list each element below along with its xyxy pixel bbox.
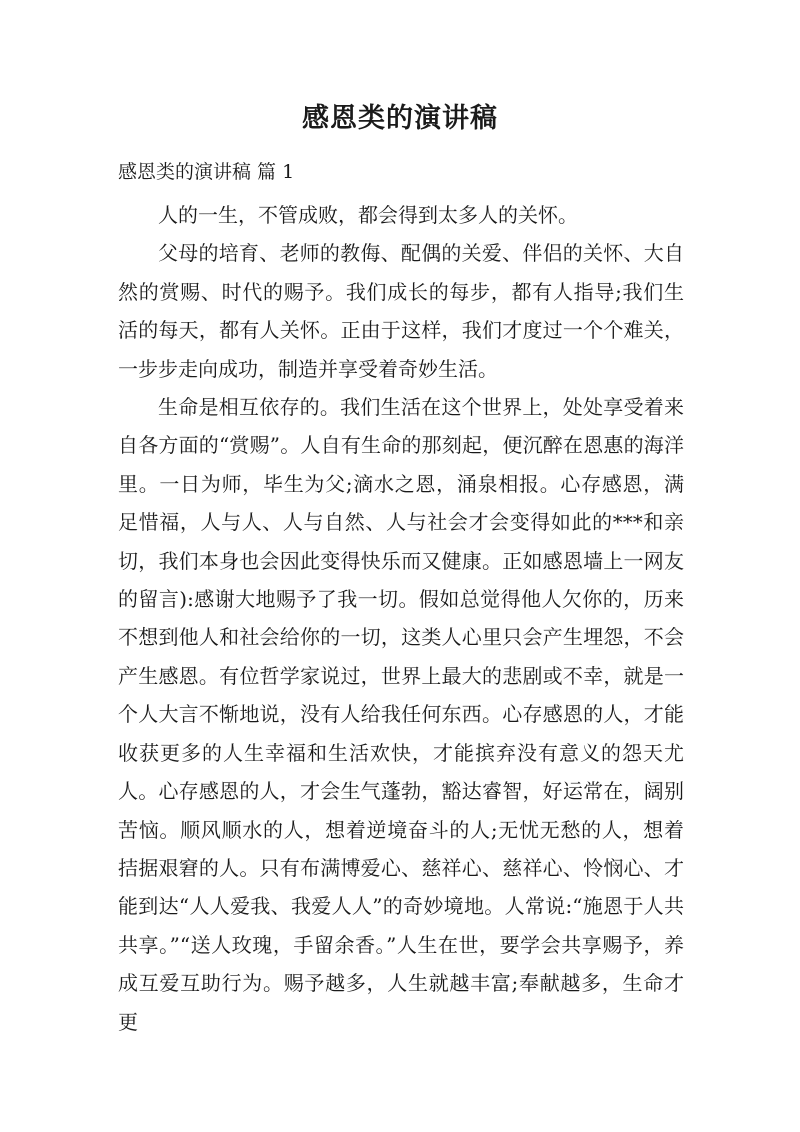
document-title: 感恩类的演讲稿 [302,103,498,134]
paragraph: 人的一生，不管成败，都会得到太多人的关怀。 [158,203,578,227]
paragraph: 父母的培育、老师的教侮、配偶的关爱、伴侣的关怀、大自然的赏赐、时代的赐予。我们成长的每步，都有人指导;我们生活的每天，都有人关怀。正由于这样，我们才度过一个个难关，一步步走向成功，制造并享受着奇妙生活。 [118,241,684,381]
document-body [118,196,684,1041]
section-heading: 感恩类的演讲稿 篇 1 [118,161,295,183]
paragraph: 生命是相互依存的。我们生活在这个世界上，处处享受着来自各方面的“赏赐”。人自有生命的那刻起，便沉醉在恩惠的海洋里。一日为师，毕生为父;滴水之恩，涌泉相报。心存感恩，满足惜福，人与人、人与自然、人与社会才会变得如此的***和亲切，我们本身也会因此变得快乐而又健康。正如感恩墙上一网友的留言):感谢大地赐予了我一切。假如总觉得他人欠你的，历来不想到他人和社会给你的一切，这类人心里只会产生埋怨，不会产生感恩。有位哲学家说过，世界上最大的悲剧或不幸，就是一个人大言不惭地说，没有人给我任何东西。心存感恩的人，才能收获更多的人生幸福和生活欢快，才能摈弃没有意义的怨天尤人。心存感恩的人，才会生气蓬勃，豁达睿智，好运常在，阔别苦恼。顺风顺水的人，想着逆境奋斗的人;无忧无愁的人，想着拮据艰窘的人。只有布满博爱心、慈祥心、慈祥心、怜悯心、才能到达“人人爱我、我爱人人”的奇妙境地。人常说:“施恩于人共共享。”“送人玫瑰，手留余香。”人生在世，要学会共享赐予，养成互爱互助行为。赐予越多，人生就越丰富;奉献越多，生命才更 [118,395,684,1034]
